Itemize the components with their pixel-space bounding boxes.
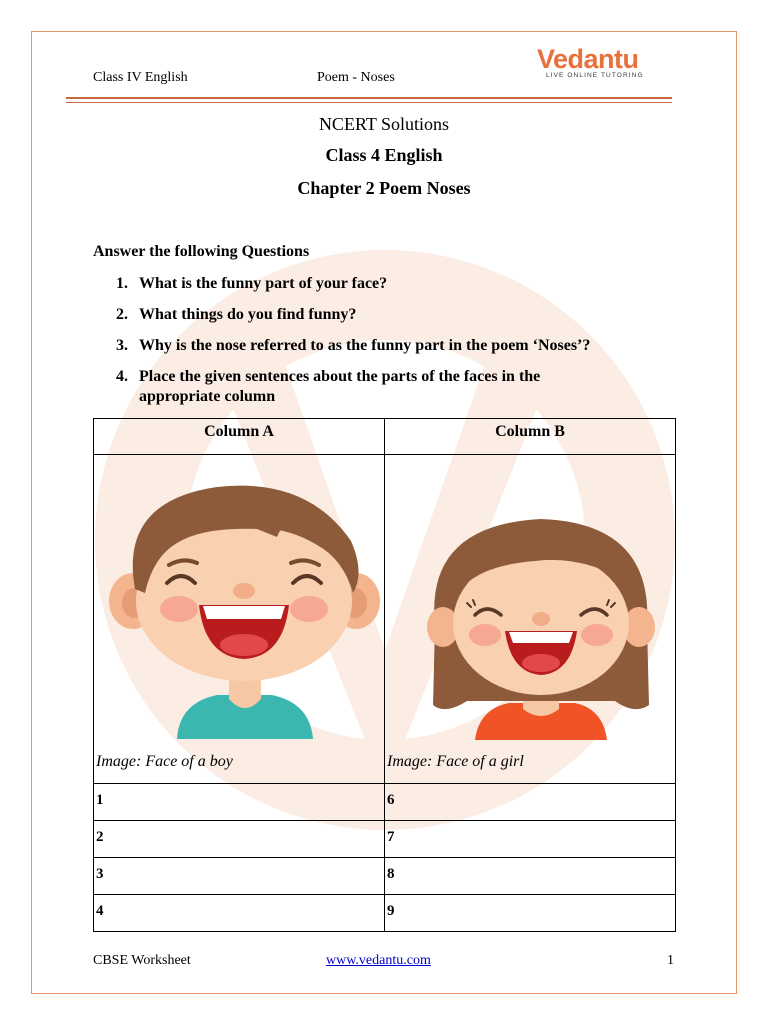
row-b-9: 9 <box>385 895 676 932</box>
row-a-2: 2 <box>94 821 385 858</box>
page-number: 1 <box>667 953 674 968</box>
row-b-8: 8 <box>385 858 676 895</box>
girl-image-cell <box>385 455 676 784</box>
question-text: Place the given sentences about the parts of the faces in the appropriate column <box>139 368 541 405</box>
footer-website-link[interactable]: www.vedantu.com <box>326 953 431 968</box>
row-b-6: 6 <box>385 784 676 821</box>
column-a-header: Column A <box>94 419 385 455</box>
logo-word: Vedantu <box>537 44 639 74</box>
row-b-7: 7 <box>385 821 676 858</box>
question-number: 3. <box>116 337 128 354</box>
question-number: 4. <box>116 368 128 385</box>
question-3 <box>116 336 636 356</box>
answer-table <box>93 418 676 932</box>
vedantu-logo[interactable] <box>537 46 669 80</box>
question-4 <box>116 367 616 407</box>
instruction: Answer the following Questions <box>93 243 310 260</box>
row-a-3: 3 <box>94 858 385 895</box>
logo-tagline: LIVE ONLINE TUTORING <box>546 72 644 79</box>
caption-boy: Image: Face of a boy <box>96 753 233 770</box>
title-chapter: Chapter 2 Poem Noses <box>297 178 471 198</box>
question-text: What things do you find funny? <box>139 306 357 323</box>
girl-face-illustration <box>425 515 657 740</box>
column-b-header: Column B <box>385 419 676 455</box>
question-text: Why is the nose referred to as the funny part in the poem ‘Noses’? <box>139 337 591 354</box>
boy-face-illustration <box>107 481 382 739</box>
row-a-4: 4 <box>94 895 385 932</box>
question-number: 1. <box>116 275 128 292</box>
header-rule <box>66 97 672 103</box>
question-2 <box>116 305 636 325</box>
question-text: What is the funny part of your face? <box>139 275 388 292</box>
header-class: Class IV English <box>93 70 188 85</box>
caption-girl: Image: Face of a girl <box>387 753 524 770</box>
header-subject: Poem - Noses <box>317 70 395 85</box>
boy-image-cell <box>94 455 385 784</box>
footer-worksheet: CBSE Worksheet <box>93 953 191 968</box>
question-1 <box>116 274 636 294</box>
title-class: Class 4 English <box>325 145 443 165</box>
row-a-1: 1 <box>94 784 385 821</box>
question-number: 2. <box>116 306 128 323</box>
title-ncert: NCERT Solutions <box>318 114 450 134</box>
